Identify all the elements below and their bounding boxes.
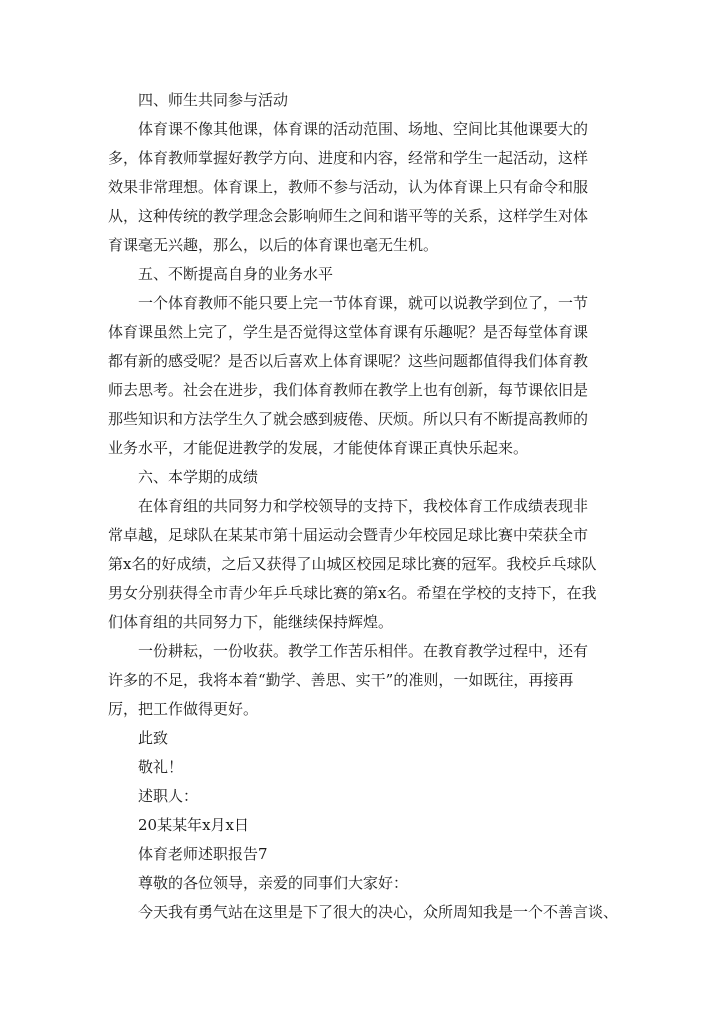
document-body xyxy=(108,86,619,927)
section-heading-6: 六、本学期的成绩 xyxy=(138,468,259,486)
paragraph: 体育课不像其他课，体育课的活动范围、场地、空间比其他课要大的多，体育教师掌握好教学方向、进度和内容，经常和学生一起活动，这样效果非常理想。体育课上，教师不参与活动，认为体育课上只有命令和服从，这种传统的教学理念会影响师生之间和谐平等的关系，这样学生对体育课毫无兴趣，那么，以后的体育课也毫无生机。 xyxy=(108,120,589,254)
closing-respect: 敬礼！ xyxy=(138,758,184,776)
paragraph: 在体育组的共同努力和学校领导的支持下，我校体育工作成绩表现非常卓越，足球队在某某市第十届运动会暨青少年校园足球比赛中荣获全市第x名的好成绩，之后又获得了山城区校园足球比赛的冠军。我校乒乓球队男女分别获得全市青少年乒乓球比赛的第x名。希望在学校的支持下，在我们体育组的共同努力下，能继续保持辉煌。 xyxy=(108,497,597,631)
report-date: 20某某年x月x日 xyxy=(138,816,250,834)
greeting: 尊敬的各位领导，亲爱的同事们大家好： xyxy=(138,874,409,892)
closing-salutation: 此致 xyxy=(138,729,169,747)
paragraph-start: 今天我有勇气站在这里是下了很大的决心，众所周知我是一个不善言谈、 xyxy=(138,903,619,921)
paragraph: 一份耕耘，一份收获。教学工作苦乐相伴。在教育教学过程中，还有许多的不足，我将本着“勤学、善思、实干”的准则，一如既往，再接再厉，把工作做得更好。 xyxy=(108,642,589,718)
section-heading-4: 四、师生共同参与活动 xyxy=(138,91,289,109)
section-heading-5: 五、不断提高自身的业务水平 xyxy=(138,265,334,283)
report-title: 体育老师述职报告7 xyxy=(138,845,268,863)
paragraph: 一个体育教师不能只要上完一节体育课，就可以说教学到位了，一节体育课虽然上完了，学生是否觉得这堂体育课有乐趣呢？是否每堂体育课都有新的感受呢？是否以后喜欢上体育课呢？这些问题都值得我们体育教师去思考。社会在进步，我们体育教师在教学上也有创新，每节课依旧是那些知识和方法学生久了就会感到疲倦、厌烦。所以只有不断提高教师的业务水平，才能促进教学的发展，才能使体育课正真快乐起来。 xyxy=(108,294,589,457)
signature-label: 述职人： xyxy=(138,787,199,805)
